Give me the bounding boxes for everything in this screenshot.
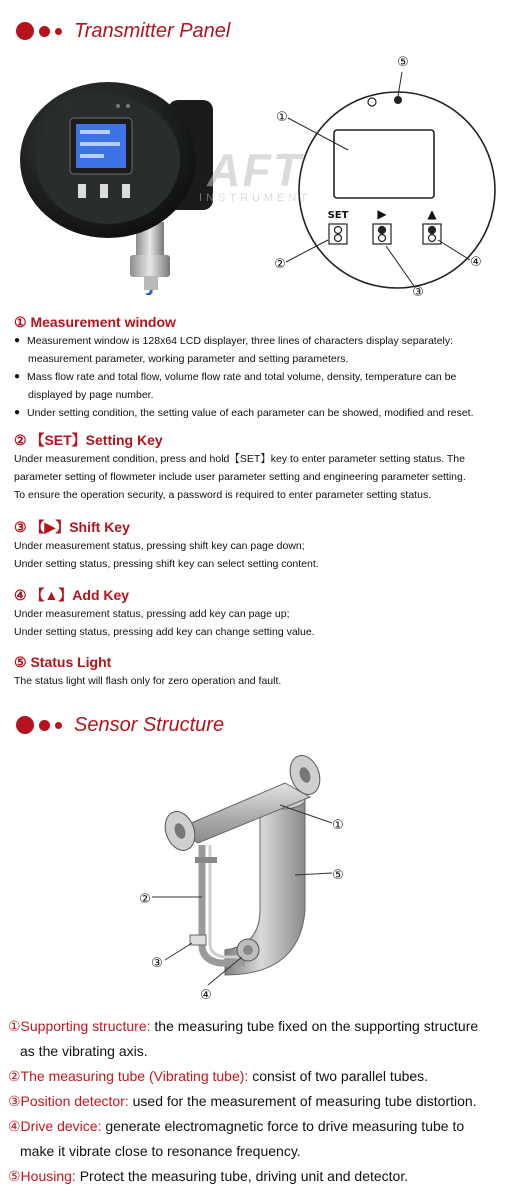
section-header-transmitter (0, 14, 230, 48)
callout-3: ③ (412, 285, 424, 300)
item-add-key: ④ 【▲】Add Key Under measurement status, pressing add key can page up; Under setting status, pressing add key can change setting value. (14, 585, 503, 641)
item-shift-key: ③ 【▶】Shift Key Under measurement status, pressing shift key can page down; Under setting status, pressing shift key can select setting content. (14, 517, 503, 573)
section-header-sensor (0, 708, 224, 742)
sensor-callout-5: ⑤ (332, 868, 344, 883)
brand-watermark: AFT INSTRUMENT (198, 144, 312, 204)
bullet-dots (16, 716, 74, 734)
item-set-key: ② 【SET】Setting Key Under measurement condition, press and hold【SET】key to enter parameter setting status. The parameter setting of flowmeter include user parameter setting and engineering parameter setting. To ensure the operation security, a password is required to enter parameter setting status. (14, 430, 503, 504)
sensor-callout-2: ② (139, 892, 151, 907)
sensor-illustration (120, 745, 380, 1005)
item-title: ① Measurement window (14, 314, 176, 330)
bullet-row: ● Measurement window is 128x64 LCD displayer, three lines of characters display separately: (14, 335, 454, 347)
item-status-light: ⑤ Status Light The status light will flash only for zero operation and fault. (14, 652, 503, 690)
panel-diagram (262, 50, 502, 300)
bullet-row: ● Under setting condition, the setting value of each parameter can be showed, modified and reset. (14, 407, 474, 419)
item-measurement-window: ① Measurement window ● Measurement window is 128x64 LCD displayer, three lines of characters display separately: measurement parameter, working parameter and setting parameters. ● Mass flow rate and total flow, volume flow rate and total volume, density, temperature can be displayed by page number. ● Under setting condition, the setting value of each parameter can be showed, modified and reset. (14, 312, 503, 422)
callout-1: ① (276, 110, 288, 125)
section-title: Sensor Structure (74, 713, 225, 736)
key-label-set: SET (327, 210, 349, 221)
bullet-row: ● Mass flow rate and total flow, volume flow rate and total volume, density, temperature can be (14, 371, 457, 383)
item-title: ⑤ Status Light (14, 654, 112, 670)
definition-row: ⑤Housing: Protect the measuring tube, driving unit and detector. (8, 1168, 409, 1184)
callout-2: ② (274, 257, 286, 272)
sensor-callout-4: ④ (200, 988, 212, 1003)
callout-4: ④ (470, 255, 482, 270)
key-label-shift: ▶ (377, 207, 387, 221)
bullet-dots (16, 22, 74, 40)
item-title: ③ 【▶】Shift Key (14, 519, 130, 535)
sensor-definitions: ①Supporting structure: the measuring tube fixed on the supporting structure as the vibrating axis. ②The measuring tube (Vibrating tube): consist of two parallel tubes. ③Position detector: used for the measurement of measuring tube distortion. ④Drive device: generate electromagnetic force to drive measuring tube to make it vibrate close to resonance frequency. ⑤Housing: Protect the measuring tube, driving unit and detector. (8, 1014, 508, 1189)
definition-row: ④Drive device: generate electromagnetic force to drive measuring tube to (8, 1118, 465, 1134)
definition-row: ②The measuring tube (Vibrating tube): consist of two parallel tubes. (8, 1068, 429, 1084)
callout-5: ⑤ (397, 55, 409, 70)
key-label-add: ▲ (427, 207, 437, 221)
sensor-callout-1: ① (332, 818, 344, 833)
definition-row: ③Position detector: used for the measurement of measuring tube distortion. (8, 1093, 477, 1109)
sensor-callout-3: ③ (151, 956, 163, 971)
definition-row: ①Supporting structure: the measuring tube fixed on the supporting structure (8, 1018, 479, 1034)
item-title: ② 【SET】Setting Key (14, 432, 163, 448)
section-title: Transmitter Panel (74, 19, 231, 42)
item-title: ④ 【▲】Add Key (14, 587, 130, 603)
